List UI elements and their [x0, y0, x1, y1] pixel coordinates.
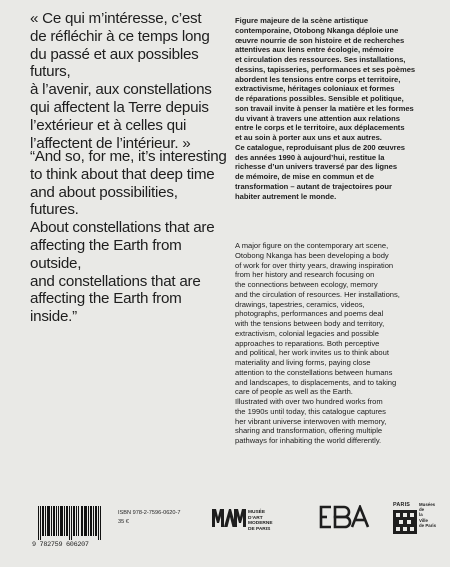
- quote-english: “And so, for me, it’s interesting to think about that deep time and about possibilities, futures. About constellations that are affecting the Earth from outside, and constellations that are affecting the Earth from inside.”: [30, 148, 227, 326]
- paris-logo-word: PARIS: [393, 502, 411, 508]
- price: 35 €: [118, 519, 129, 525]
- barcode-digits: 9 782759 606207: [32, 541, 89, 549]
- paris-logo-icon: [393, 510, 417, 534]
- quote-french: « Ce qui m’intéresse, c’est de réfléchir à ce temps long du passé et aux possibles futurs, à l’avenir, aux constellations qui affectent la Terre depuis l’extérieur et à celles qui l’affectent de l’intérieur. »: [30, 10, 212, 152]
- description-english: A major figure on the contemporary art scene, Otobong Nkanga has been developing a body of work for over thirty years, drawing inspiration from her history and research focusing on the connections between ecology, memory and the circulation of resources. Her installations, drawings, tapestries, ceramics, videos, photographs, performances and poems deal with the tensions between body and territory, extractivism, colonial legacies and possible approaches to reparations. Both perceptive and political, her work invites us to think about materiality and living forms, paying close attention to the constellations between humans and landscapes, to displacements, and to taking care of people as well as the Earth. Illustrated with over two hundred works from the 1990s until today, this catalogue captures her vibrant universe interwoven with memory, sharing and transformation, offering multiple pathways for inhabiting the world differently.: [235, 241, 400, 445]
- cba-logo-icon: [318, 505, 372, 529]
- mam-logo-icon: [212, 509, 246, 527]
- paris-logo-text: Musées de la Ville de Paris: [419, 502, 437, 528]
- mam-logo-text: MUSÉE D’ART MODERNE DE PARIS: [248, 510, 273, 532]
- barcode-icon: [38, 506, 102, 540]
- description-french: Figure majeure de la scène artistique contemporaine, Otobong Nkanga déploie une œuvre nourrie de son histoire et de recherches attentives aux liens entre écologie, mémoire et circulation des ressources. Ses installations, dessins, tapisseries, performances et ses poèmes abordent les tensions entre corps et territoire, extractivisme, héritages coloniaux et formes de réparations possibles. Sensible et politique, son travail invite à penser la matière et les formes du vivant à travers une attention aux relations entre le corps et le territoire, aux déplacements et au soin à porter aux uns et aux autres. Ce catalogue, reproduisant plus de 200 œuvres des années 1990 à aujourd’hui, restitue la richesse d’un univers traversé par des lignes de mémoire, de mise en commun et de transformation – autant de trajectoires pour habiter autrement le monde.: [235, 16, 416, 201]
- isbn: ISBN 978-2-7596-0620-7: [118, 510, 181, 516]
- barcode-area: [30, 500, 110, 560]
- mam-logo: [212, 508, 276, 532]
- paris-musees-logo: [393, 502, 443, 538]
